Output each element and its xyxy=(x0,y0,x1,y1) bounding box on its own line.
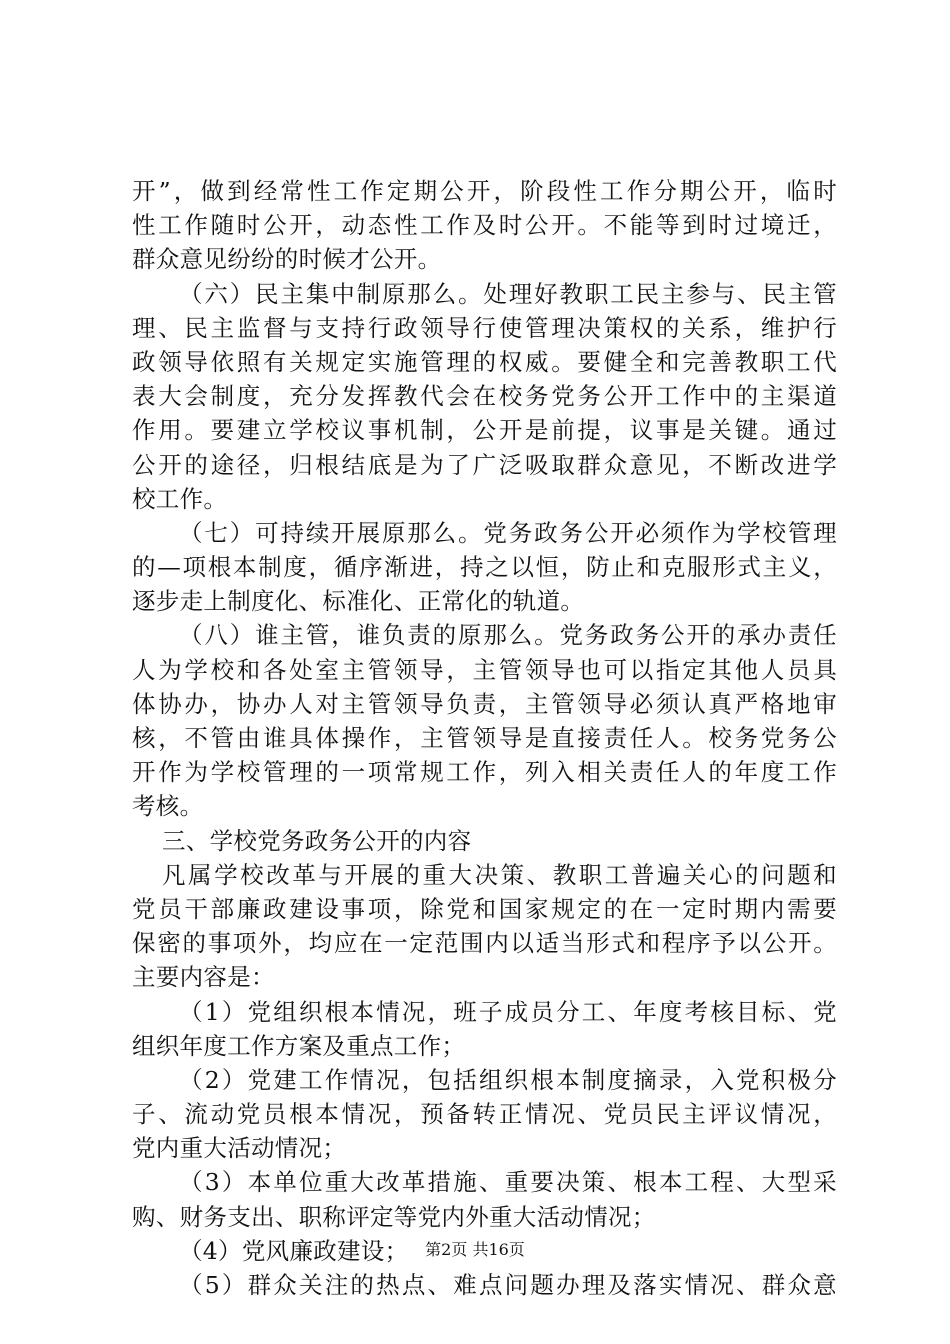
list-item-2: （2）党建工作情况，包括组织根本制度摘录，入党积极分 xyxy=(179,1065,837,1094)
text-line: 保密的事项外，均应在一定范围内以适当形式和程序予以公开。 xyxy=(132,929,837,958)
text-line: 政领导依照有关规定实施管理的权威。要健全和完善教职工代 xyxy=(132,347,837,376)
list-item-4: （4）党风廉政建设； xyxy=(179,1236,409,1265)
text-line: 购、财务支出、职称评定等党内外重大活动情况； xyxy=(132,1202,656,1231)
text-line: 核，不管由谁具体操作，主管领导是直接责任人。校务党务公 xyxy=(132,724,837,752)
text-line: 考核。 xyxy=(132,792,204,821)
text-line: 党内重大活动情况； xyxy=(132,1134,347,1163)
text-line: 表大会制度，充分发挥教代会在校务党务公开工作中的主渠道 xyxy=(132,382,837,411)
text-line: 主要内容是： xyxy=(132,963,275,992)
text-line: 性工作随时公开，动态性工作及时公开。不能等到时过境迁， xyxy=(132,211,837,240)
text-line: 人为学校和各处室主管领导，主管领导也可以指定其他人员具 xyxy=(132,655,837,684)
section-six-start: （六）民主集中制原那么。处理好教职工民主参与、民主管 xyxy=(179,279,837,308)
text-line: 校工作。 xyxy=(132,484,228,513)
text-line: 逐步走上制度化、标准化、正常化的轨道。 xyxy=(132,587,585,616)
text-line: 理、民主监督与支持行政领导行使管理决策权的关系，维护行 xyxy=(132,313,837,342)
text-line: 体协办，协办人对主管领导负责，主管领导必须认真严格地审 xyxy=(132,689,837,718)
text-line: 的—项根本制度，循序渐进，持之以恒，防止和克服形式主义， xyxy=(132,553,837,582)
text-line: 作用。要建立学校议事机制，公开是前提，议事是关键。通过 xyxy=(132,416,837,445)
text-line: 党员干部廉政建设事项，除党和国家规定的在一定时期内需要 xyxy=(132,894,837,923)
text-line: 开作为学校管理的一项常规工作，列入相关责任人的年度工作 xyxy=(132,758,837,787)
section-eight-start: （八）谁主管，谁负责的原那么。党务政务公开的承办责任 xyxy=(179,621,837,650)
section-three-intro: 凡属学校改革与开展的重大决策、教职工普遍关心的问题和 xyxy=(162,860,837,889)
list-item-1: （1）党组织根本情况，班子成员分工、年度考核目标、党 xyxy=(179,997,837,1026)
list-item-5: （5）群众关注的热点、难点问题办理及落实情况、群众意 xyxy=(179,1271,837,1299)
text-line: 开”，做到经常性工作定期公开，阶段性工作分期公开，临时 xyxy=(132,177,837,205)
list-item-3: （3）本单位重大改革措施、重要决策、根本工程、大型采 xyxy=(179,1168,837,1197)
document-body xyxy=(132,174,837,1302)
section-heading-three: 三、学校党务政务公开的内容 xyxy=(162,826,472,855)
section-seven-start: （七）可持续开展原那么。党务政务公开必须作为学校管理 xyxy=(179,518,837,547)
text-line: 子、流动党员根本情况，预备转正情况、党员民主评议情况， xyxy=(132,1100,837,1129)
text-line: 公开的途径，归根结底是为了广泛吸取群众意见，不断改进学 xyxy=(132,450,837,479)
page-number-footer: 第2页 共16页 xyxy=(425,1240,525,1259)
text-line: 组织年度工作方案及重点工作； xyxy=(132,1031,466,1060)
text-line: 群众意见纷纷的时候才公开。 xyxy=(132,245,442,274)
